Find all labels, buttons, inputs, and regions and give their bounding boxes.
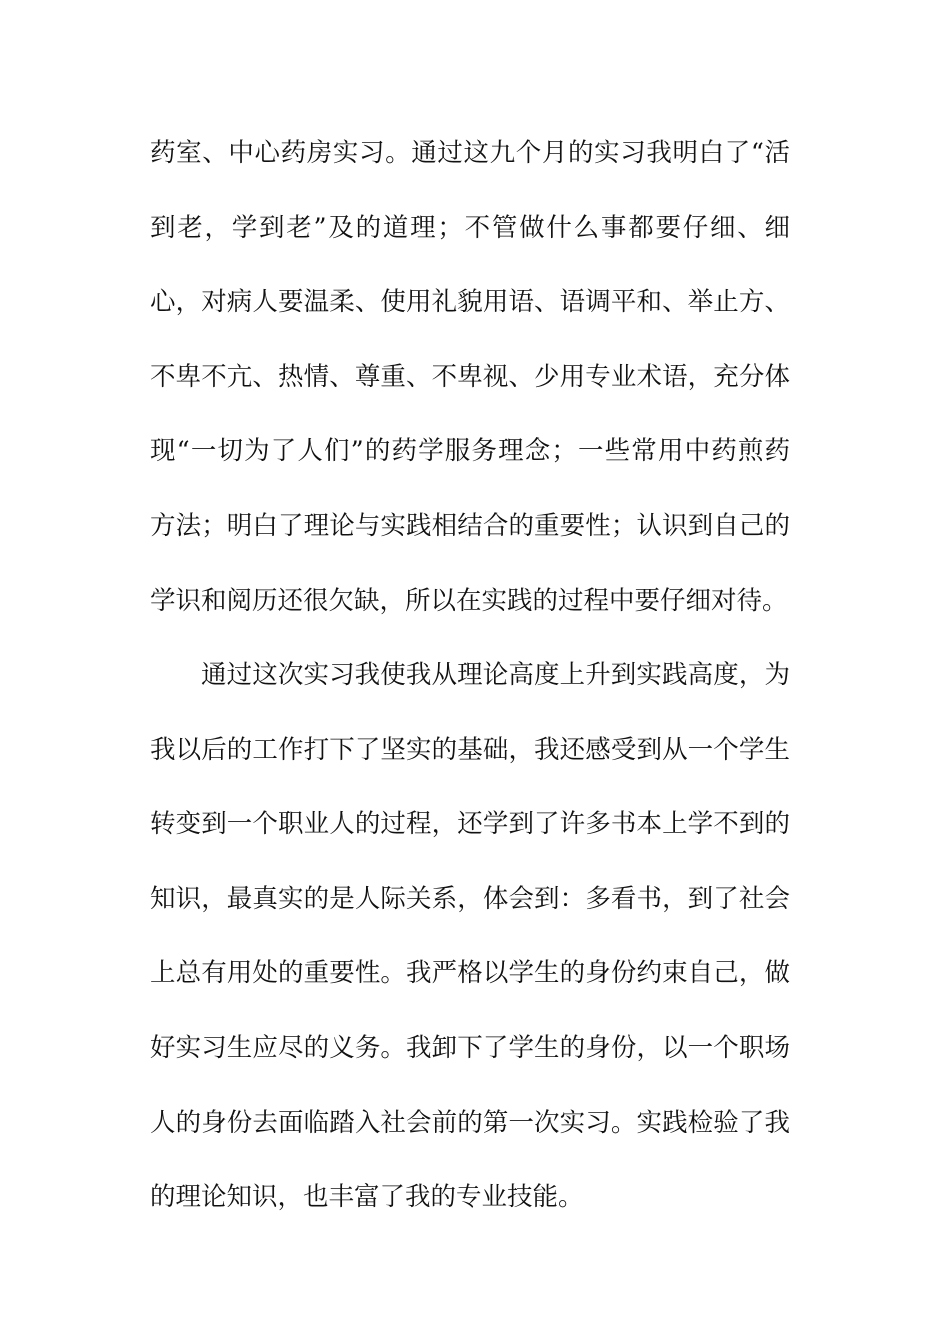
paragraph-line: 到老，学到老”及的道理；不管做什么事都要仔细、细: [150, 212, 790, 243]
paragraph-1: [150, 127, 790, 649]
paragraph-line: 学识和阅历还很欠缺，所以在实践的过程中要仔细对待。: [150, 585, 788, 616]
paragraph-line: 通过这次实习我使我从理论高度上升到实践高度，为: [201, 660, 790, 690]
paragraph-line: 方法；明白了理论与实践相结合的重要性；认识到自己的: [150, 510, 790, 541]
paragraph-line: 知识，最真实的是人际关系，体会到：多看书，到了社会: [150, 883, 790, 914]
paragraph-line: 好实习生应尽的义务。我卸下了学生的身份，以一个职场: [150, 1032, 790, 1063]
paragraph-line: 我以后的工作打下了坚实的基础，我还感受到从一个学生: [150, 734, 790, 765]
paragraph-line: 药室、中心药房实习。通过这九个月的实习我明白了“活: [150, 138, 790, 168]
paragraph-line: 不卑不亢、热情、尊重、不卑视、少用专业术语，充分体: [150, 361, 790, 392]
paragraph-2: [150, 649, 790, 1246]
paragraph-line: 现“一切为了人们”的药学服务理念；一些常用中药煎药: [150, 436, 790, 467]
paragraph-line: 转变到一个职业人的过程，还学到了许多书本上学不到的: [150, 809, 790, 840]
paragraph-line: 心，对病人要温柔、使用礼貌用语、语调平和、举止方、: [150, 287, 790, 318]
paragraph-line: 上总有用处的重要性。我严格以学生的身份约束自己，做: [150, 958, 790, 989]
paragraph-line: 人的身份去面临踏入社会前的第一次实习。实践检验了我: [150, 1107, 790, 1138]
paragraph-line: 的理论知识，也丰富了我的专业技能。: [150, 1182, 584, 1213]
